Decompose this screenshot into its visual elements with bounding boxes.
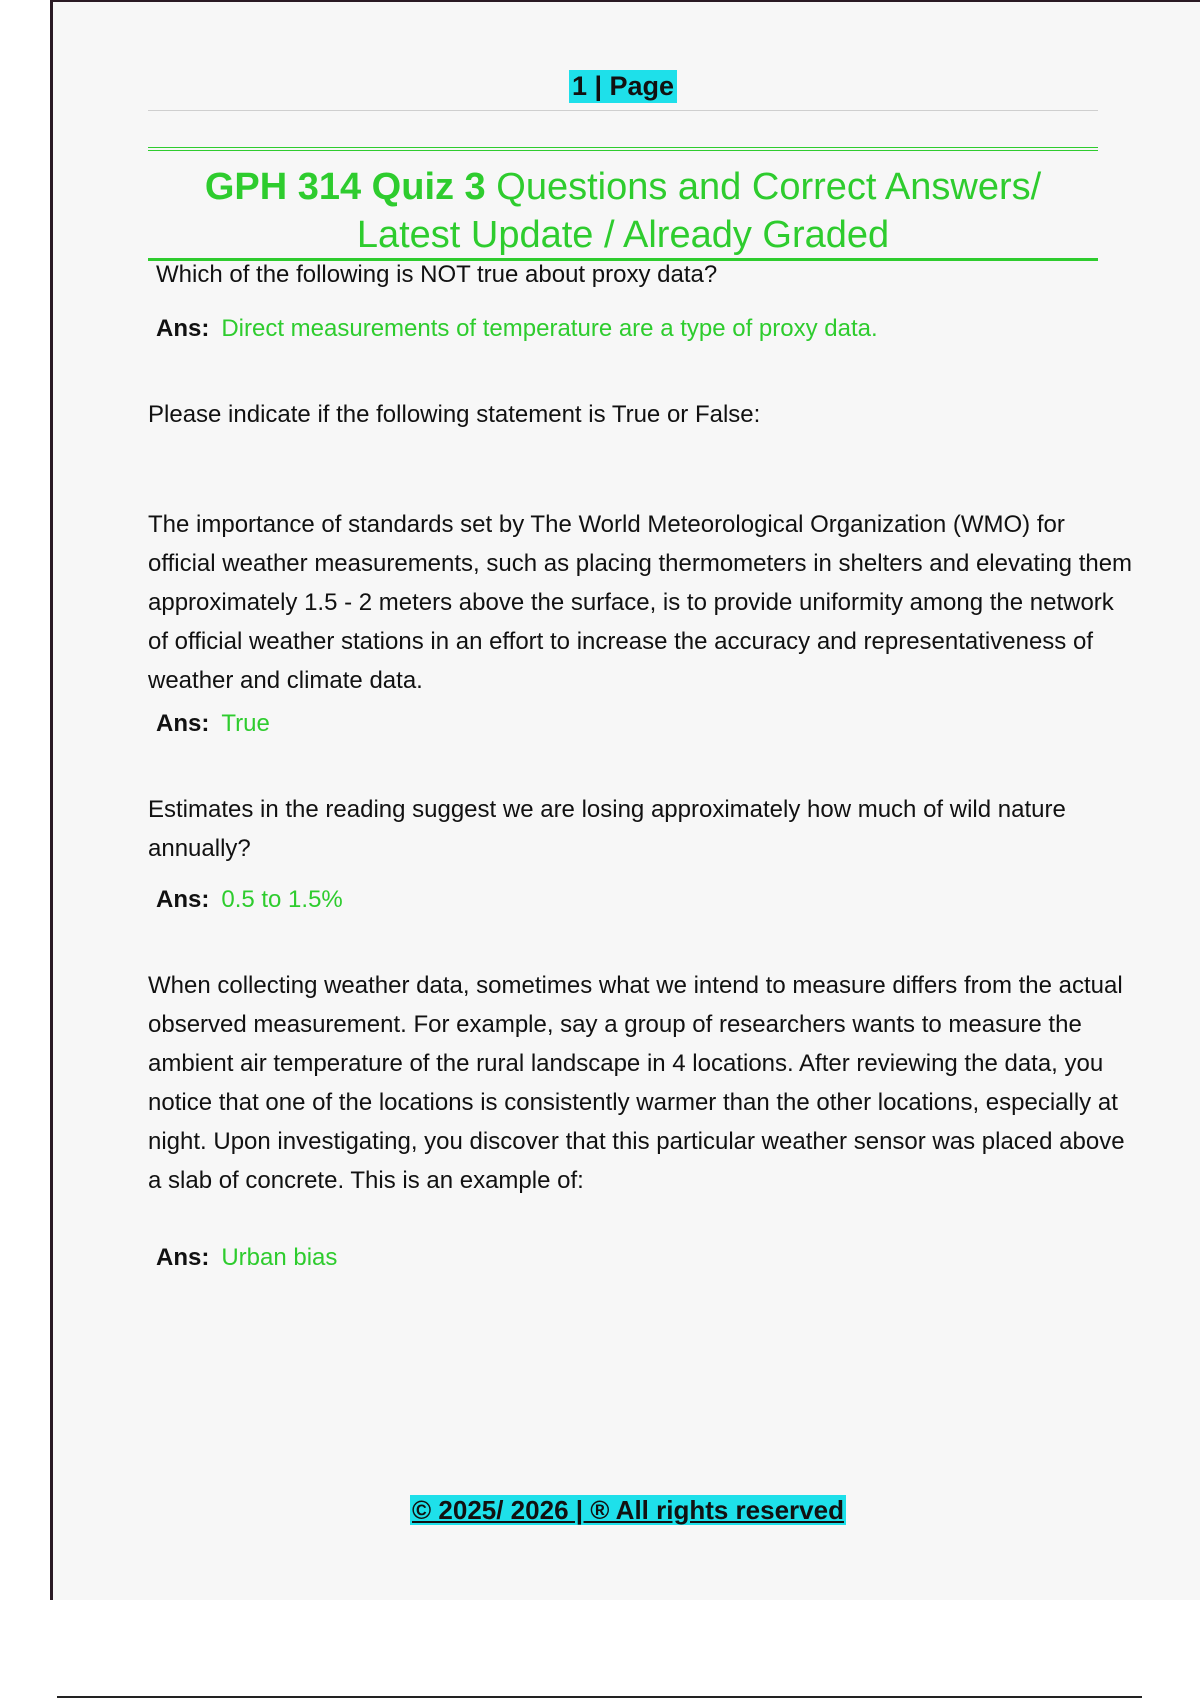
- page-number: 1 | Page: [569, 70, 677, 103]
- question-3-text: Estimates in the reading suggest we are losing approximately how much of wild nature annually?: [148, 796, 1066, 862]
- document-title: [148, 147, 1098, 261]
- copyright-notice: © 2025/ 2026 | ® All rights reserved: [412, 1495, 844, 1525]
- title-line-2: Latest Update / Already Graded: [356, 214, 890, 256]
- answer-4-value: Urban bias: [221, 1244, 338, 1271]
- answer-3-value: 0.5 to 1.5%: [221, 886, 343, 913]
- answer-2: [156, 704, 270, 743]
- page-footer: [53, 1495, 1200, 1526]
- answer-1: [156, 309, 878, 348]
- answer-3: [156, 880, 343, 919]
- answer-label: Ans:: [156, 886, 210, 913]
- answer-2-value: True: [221, 710, 270, 737]
- question-4-text: When collecting weather data, sometimes what we intend to measure differs from the actual observed measurement. For example, say a group of researchers wants to measure the ambient air temperature of the rural landscape in 4 locations. After reviewing the data, you notice that one of the locations is consistently warmer than the other locations, especially at night. Upon investigating, you discover that this particular weather sensor was placed above a slab of concrete. This is an example of:: [148, 972, 1125, 1194]
- question-2-text: The importance of standards set by The World Meteorological Organization (WMO) for official weather measurements, such as placing thermometers in shelters and elevating them approximately 1.5 - 2 meters above the surface, is to provide uniformity among the network of official weather stations in an effort to increase the accuracy and representativeness of weather and climate data.: [148, 511, 1133, 694]
- bottom-divider: [57, 1696, 1142, 1698]
- question-2-prompt: Please indicate if the following statement is True or False:: [148, 401, 761, 428]
- answer-label: Ans:: [156, 710, 210, 737]
- answer-1-value: Direct measurements of temperature are a type of proxy data.: [221, 315, 878, 342]
- title-line-1: [148, 163, 1098, 211]
- document-page: [50, 0, 1200, 1600]
- answer-4: [156, 1238, 337, 1277]
- answer-label: Ans:: [156, 1244, 210, 1271]
- title-rest: Questions and Correct Answers/: [485, 166, 1042, 208]
- question-1-text: Which of the following is NOT true about proxy data?: [156, 261, 718, 288]
- page-header: [148, 70, 1098, 111]
- answer-label: Ans:: [156, 315, 210, 342]
- title-course-code: GPH 314 Quiz 3: [204, 166, 486, 208]
